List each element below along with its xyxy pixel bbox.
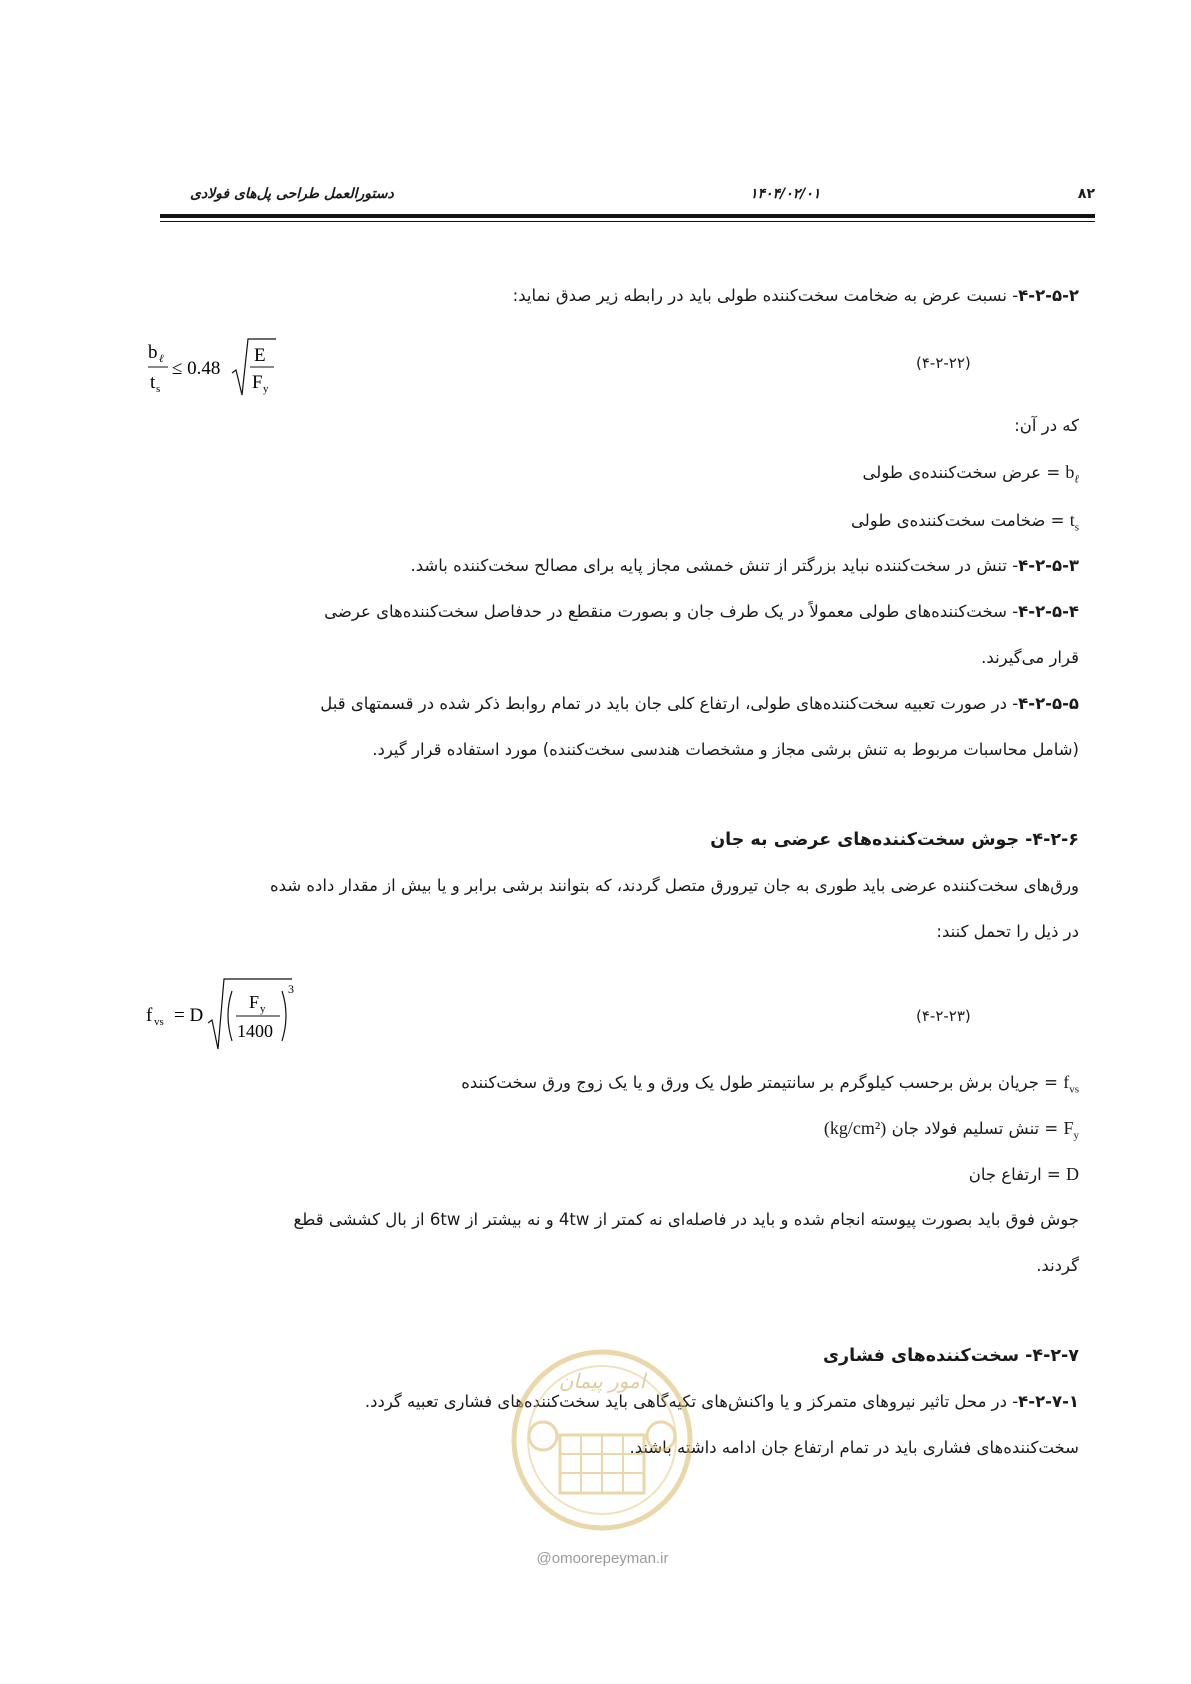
eq23-frac-num: F <box>249 992 260 1012</box>
clause-number: ۴-۲-۵-۲ <box>1018 286 1079 305</box>
equation-22-number: (۴-۲-۲۲) <box>916 354 971 372</box>
watermark-logo <box>495 1340 710 1540</box>
definition-fy-sym: $F_y$ <box>1063 1118 1079 1142</box>
definition-bl <box>679 462 1079 486</box>
eq22-operator: ≤ 0.48 <box>172 358 221 379</box>
eq22-lhs-den: t <box>150 372 156 393</box>
eq23-lhs-sub: vs <box>154 1016 164 1028</box>
eq23-lhs: f <box>146 1005 153 1026</box>
clause-number: ۴-۲-۷-۱ <box>1018 1392 1079 1411</box>
heading-number: ۴-۲-۷ <box>1032 1346 1079 1366</box>
header-rule-thin <box>160 221 1095 222</box>
paragraph-weld-line2: گردند. <box>1036 1256 1079 1275</box>
clause-text: - در محل تاثیر نیروهای متمرکز و یا واکنش‌های تکیه‌گاهی باید سخت‌کننده‌های فشاری تعبیه گردد. <box>364 1392 1019 1411</box>
clause-4-2-5-2 <box>179 286 1079 305</box>
equation-22-svg <box>148 333 278 403</box>
equation-23 <box>146 975 316 1055</box>
definition-ts <box>679 510 1079 534</box>
clause-text: - تنش در سخت‌کننده نباید بزرگتر از تنش خمشی مجاز پایه برای مصالح سخت‌کننده باشد. <box>410 556 1019 575</box>
definition-ts-sym: $t_s$ <box>1069 510 1079 534</box>
equation-23-number: (۴-۲-۲۳) <box>916 1007 971 1025</box>
where-label: که در آن: <box>1014 416 1079 435</box>
heading-title: - سخت‌کننده‌های فشاری <box>823 1346 1033 1366</box>
eq23-frac-den: 1400 <box>237 1021 273 1041</box>
definition-fvs-text: = جریان برش برحسب کیلوگرم بر سانتیمتر طول یک ورق و یا یک زوج ورق سخت‌کننده <box>461 1073 1058 1092</box>
equation-23-svg <box>146 975 316 1055</box>
watermark-logo-svg <box>495 1340 710 1540</box>
definition-d-text: = ارتفاع جان <box>968 1165 1061 1184</box>
heading-4-2-6 <box>279 830 1079 850</box>
page-number: ۸۲ <box>1077 186 1095 202</box>
clause-text: - سخت‌کننده‌های طولی معمولاً در یک طرف جان و بصورت منقطع در حدفاصل سخت‌کننده‌های عرضی <box>324 602 1019 621</box>
eq22-lhs-sub: ℓ <box>159 353 164 365</box>
watermark-site: @omoorepeyman.ir <box>536 1550 669 1567</box>
definition-fy <box>479 1118 1079 1142</box>
page-header <box>160 186 1095 210</box>
equation-22 <box>148 333 278 403</box>
definition-ts-text: = ضخامت سخت‌کننده‌ی طولی <box>851 511 1065 530</box>
clause-number: ۴-۲-۵-۴ <box>1018 602 1079 621</box>
clause-4-2-7-1-line2: سخت‌کننده‌های فشاری باید در تمام ارتفاع جان ادامه داشته باشند. <box>629 1438 1079 1457</box>
clause-text: - نسبت عرض به ضخامت سخت‌کننده طولی باید در رابطه زیر صدق نماید: <box>512 286 1019 305</box>
header-title: دستورالعمل طراحی پل‌های فولادی <box>190 186 394 202</box>
clause-4-2-5-5-line1 <box>144 694 1079 713</box>
paragraph-4-2-6-line2: در ذیل را تحمل کنند: <box>936 922 1079 941</box>
clause-number: ۴-۲-۵-۳ <box>1018 556 1079 575</box>
eq23-equals: = D <box>174 1005 204 1026</box>
definition-fy-text: = تنش تسلیم فولاد جان <box>891 1119 1059 1138</box>
eq22-rad-den: F <box>252 372 263 393</box>
definition-d-sym: D <box>1066 1164 1079 1184</box>
paragraph-4-2-6-line1: ورق‌های سخت‌کننده عرضی باید طوری به جان تیرورق متصل گردند، که بتوانند برشی برابر و یا بیش از مقدار داده شده <box>270 876 1079 895</box>
eq22-lhs-den-sub: s <box>156 383 161 395</box>
header-rule-thick <box>160 214 1095 218</box>
eq22-rad-den-sub: y <box>263 383 269 395</box>
definition-d <box>679 1164 1079 1185</box>
definition-fvs <box>179 1072 1079 1096</box>
paragraph-weld-line1: جوش فوق باید بصورت پیوسته انجام شده و باید در فاصله‌ای نه کمتر از 4tw و نه بیشتر از 6tw از بال کششی قطع <box>293 1210 1079 1229</box>
heading-number: ۴-۲-۶ <box>1032 830 1079 850</box>
header-date: ۱۴۰۴/۰۲/۰۱ <box>750 186 821 202</box>
definition-bl-sym: $b_\ell$ <box>1065 462 1079 486</box>
eq23-frac-num-sub: y <box>260 1003 266 1015</box>
clause-4-2-5-4-line2: قرار می‌گیرند. <box>981 648 1079 667</box>
clause-number: ۴-۲-۵-۵ <box>1018 694 1079 713</box>
eq22-lhs-num: b <box>148 342 158 363</box>
clause-4-2-5-5-line2: (شامل محاسبات مربوط به تنش برشی مجاز و مشخصات هندسی سخت‌کننده) مورد استفاده قرار گیرد. <box>372 740 1079 759</box>
definition-fvs-sym: $f_{vs}$ <box>1063 1072 1079 1096</box>
watermark-logo-text: امور پیمان <box>558 1369 646 1393</box>
heading-title: - جوش سخت‌کننده‌های عرضی به جان <box>710 830 1033 850</box>
definition-fy-unit: (kg/cm²) <box>823 1118 887 1138</box>
eq22-rad-num: E <box>254 345 266 366</box>
definition-bl-text: = عرض سخت‌کننده‌ی طولی <box>862 463 1061 482</box>
clause-text: - در صورت تعبیه سخت‌کننده‌های طولی، ارتفاع کلی جان باید در تمام روابط ذکر شده در قسمتهای قبل <box>320 694 1019 713</box>
clause-4-2-5-3 <box>149 556 1079 575</box>
eq23-power: 3 <box>288 982 294 996</box>
clause-4-2-5-4-line1 <box>144 602 1079 621</box>
